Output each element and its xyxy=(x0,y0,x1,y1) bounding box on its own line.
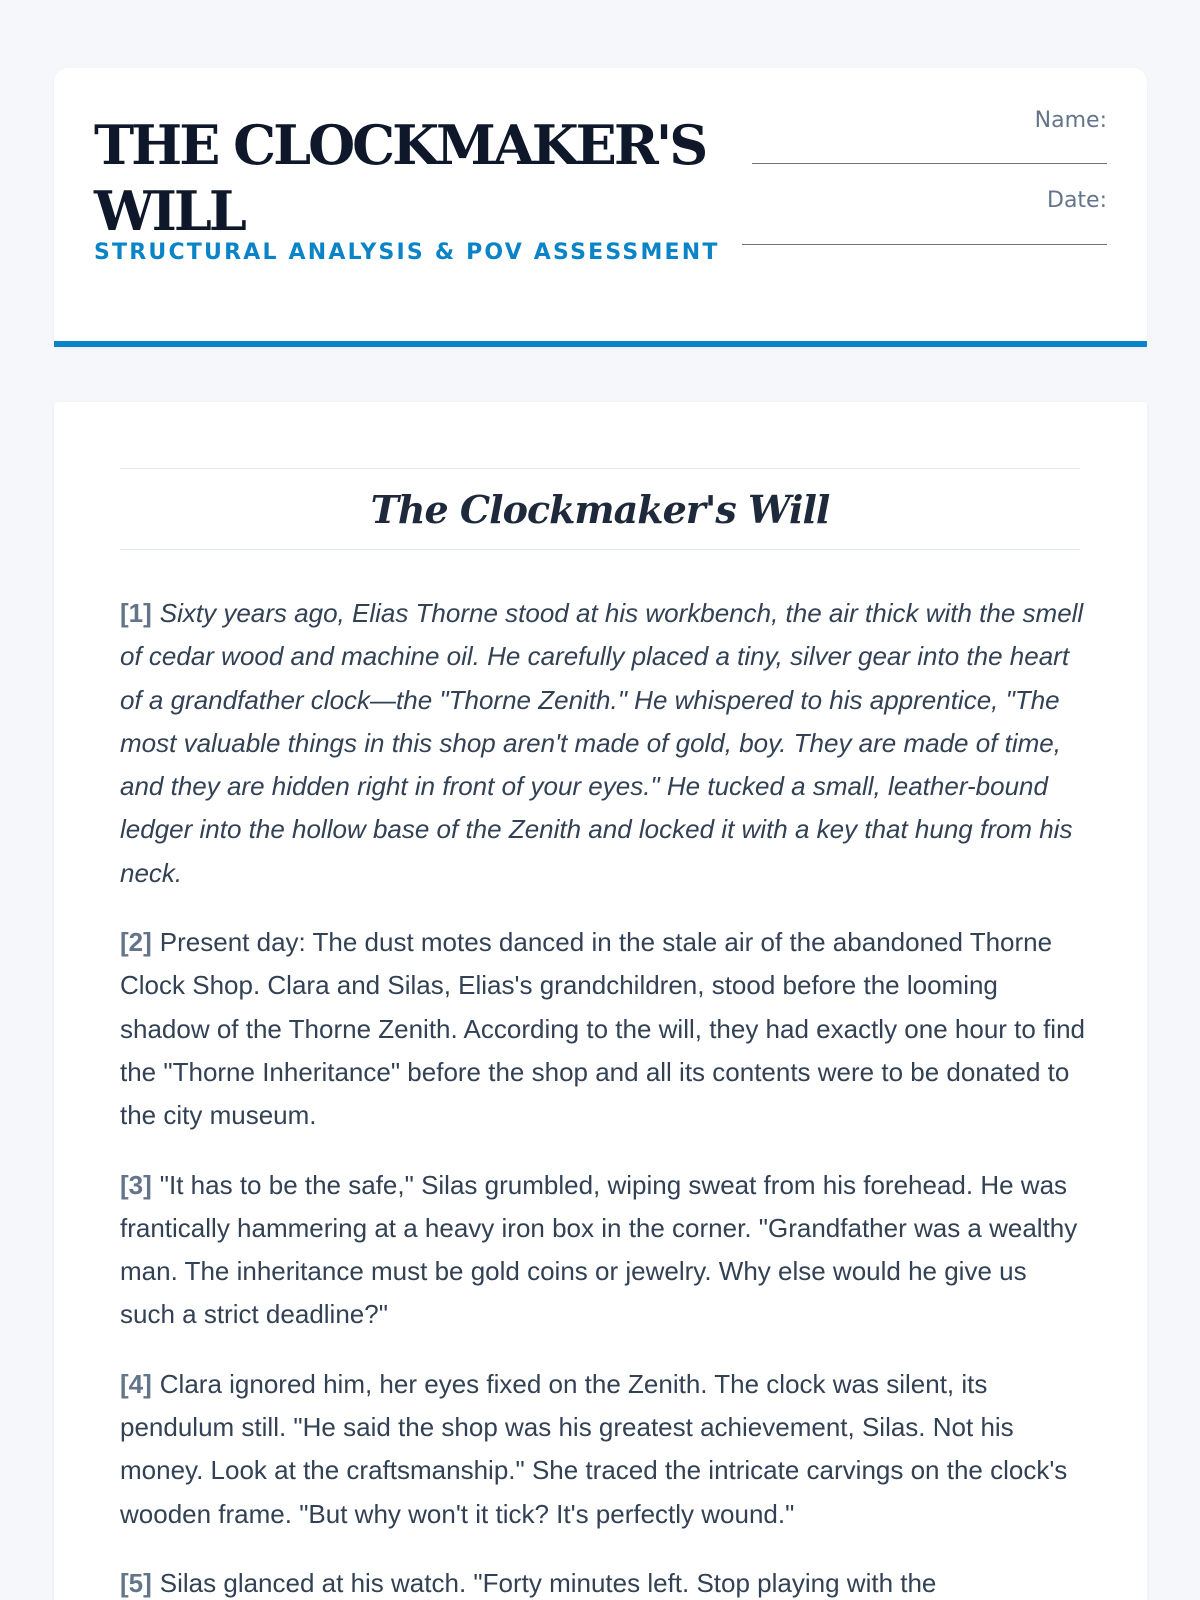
paragraph-1 xyxy=(120,592,1085,895)
story-body xyxy=(120,592,1085,1600)
date-field[interactable] xyxy=(742,244,1107,245)
divider xyxy=(120,468,1080,469)
worksheet-header xyxy=(54,68,1147,347)
paragraph-text: "It has to be the safe," Silas grumbled, wiping sweat from his forehead. He was frantically hammering at a heavy iron box in the corner. "Grandfather was a wealthy man. The inheritance must be gold coins or jewelry. Why else would he give us such a strict deadline?" xyxy=(120,1169,1078,1330)
paragraph-text: Clara ignored him, her eyes fixed on the Zenith. The clock was silent, its pendulum still. "He said the shop was his greatest achievement, Silas. Not his money. Look at the craftsmanship." She traced the intricate carvings on the clock's wooden frame. "But why won't it tick? It's perfectly wound." xyxy=(120,1368,1068,1529)
paragraph-number: [3] xyxy=(120,1169,152,1200)
paragraph-2 xyxy=(120,921,1085,1137)
paragraph-text: Present day: The dust motes danced in the stale air of the abandoned Thorne Clock Shop. Clara and Silas, Elias's grandchildren, stood before the looming shadow of the Thorne Zenith. According to the will, they had exactly one hour to find the "Thorne Inheritance" before the shop and all its contents were to be donated to the city museum. xyxy=(120,927,1085,1131)
story-passage xyxy=(54,402,1147,1600)
worksheet-subtitle: STRUCTURAL ANALYSIS & POV ASSESSMENT xyxy=(94,240,720,265)
name-label: Name: xyxy=(1034,108,1107,133)
paragraph-number: [5] xyxy=(120,1567,152,1598)
paragraph-number: [4] xyxy=(120,1368,152,1399)
paragraph-text: Sixty years ago, Elias Thorne stood at his workbench, the air thick with the smell of cedar wood and machine oil. He carefully placed a tiny, silver gear into the heart of a grandfather clock—the "Thorne Zenith." He whispered to his apprentice, "The most valuable things in this shop aren't made of gold, boy. They are made of time, and they are hidden right in front of your eyes." He tucked a small, leather-bound ledger into the hollow base of the Zenith and locked it with a key that hung from his neck. xyxy=(120,598,1084,888)
paragraph-number: [2] xyxy=(120,927,152,958)
story-title: The Clockmaker's Will xyxy=(370,487,830,532)
paragraph-text: Silas glanced at his watch. "Forty minutes left. Stop playing with the xyxy=(159,1567,937,1598)
paragraph-number: [1] xyxy=(120,598,152,628)
divider xyxy=(120,549,1080,550)
name-field[interactable] xyxy=(752,163,1107,164)
paragraph-4 xyxy=(120,1363,1085,1536)
worksheet-title: THE CLOCKMAKER'S WILL xyxy=(94,113,706,243)
paragraph-3 xyxy=(120,1164,1085,1337)
date-label: Date: xyxy=(1047,188,1107,213)
paragraph-5 xyxy=(120,1562,1085,1600)
